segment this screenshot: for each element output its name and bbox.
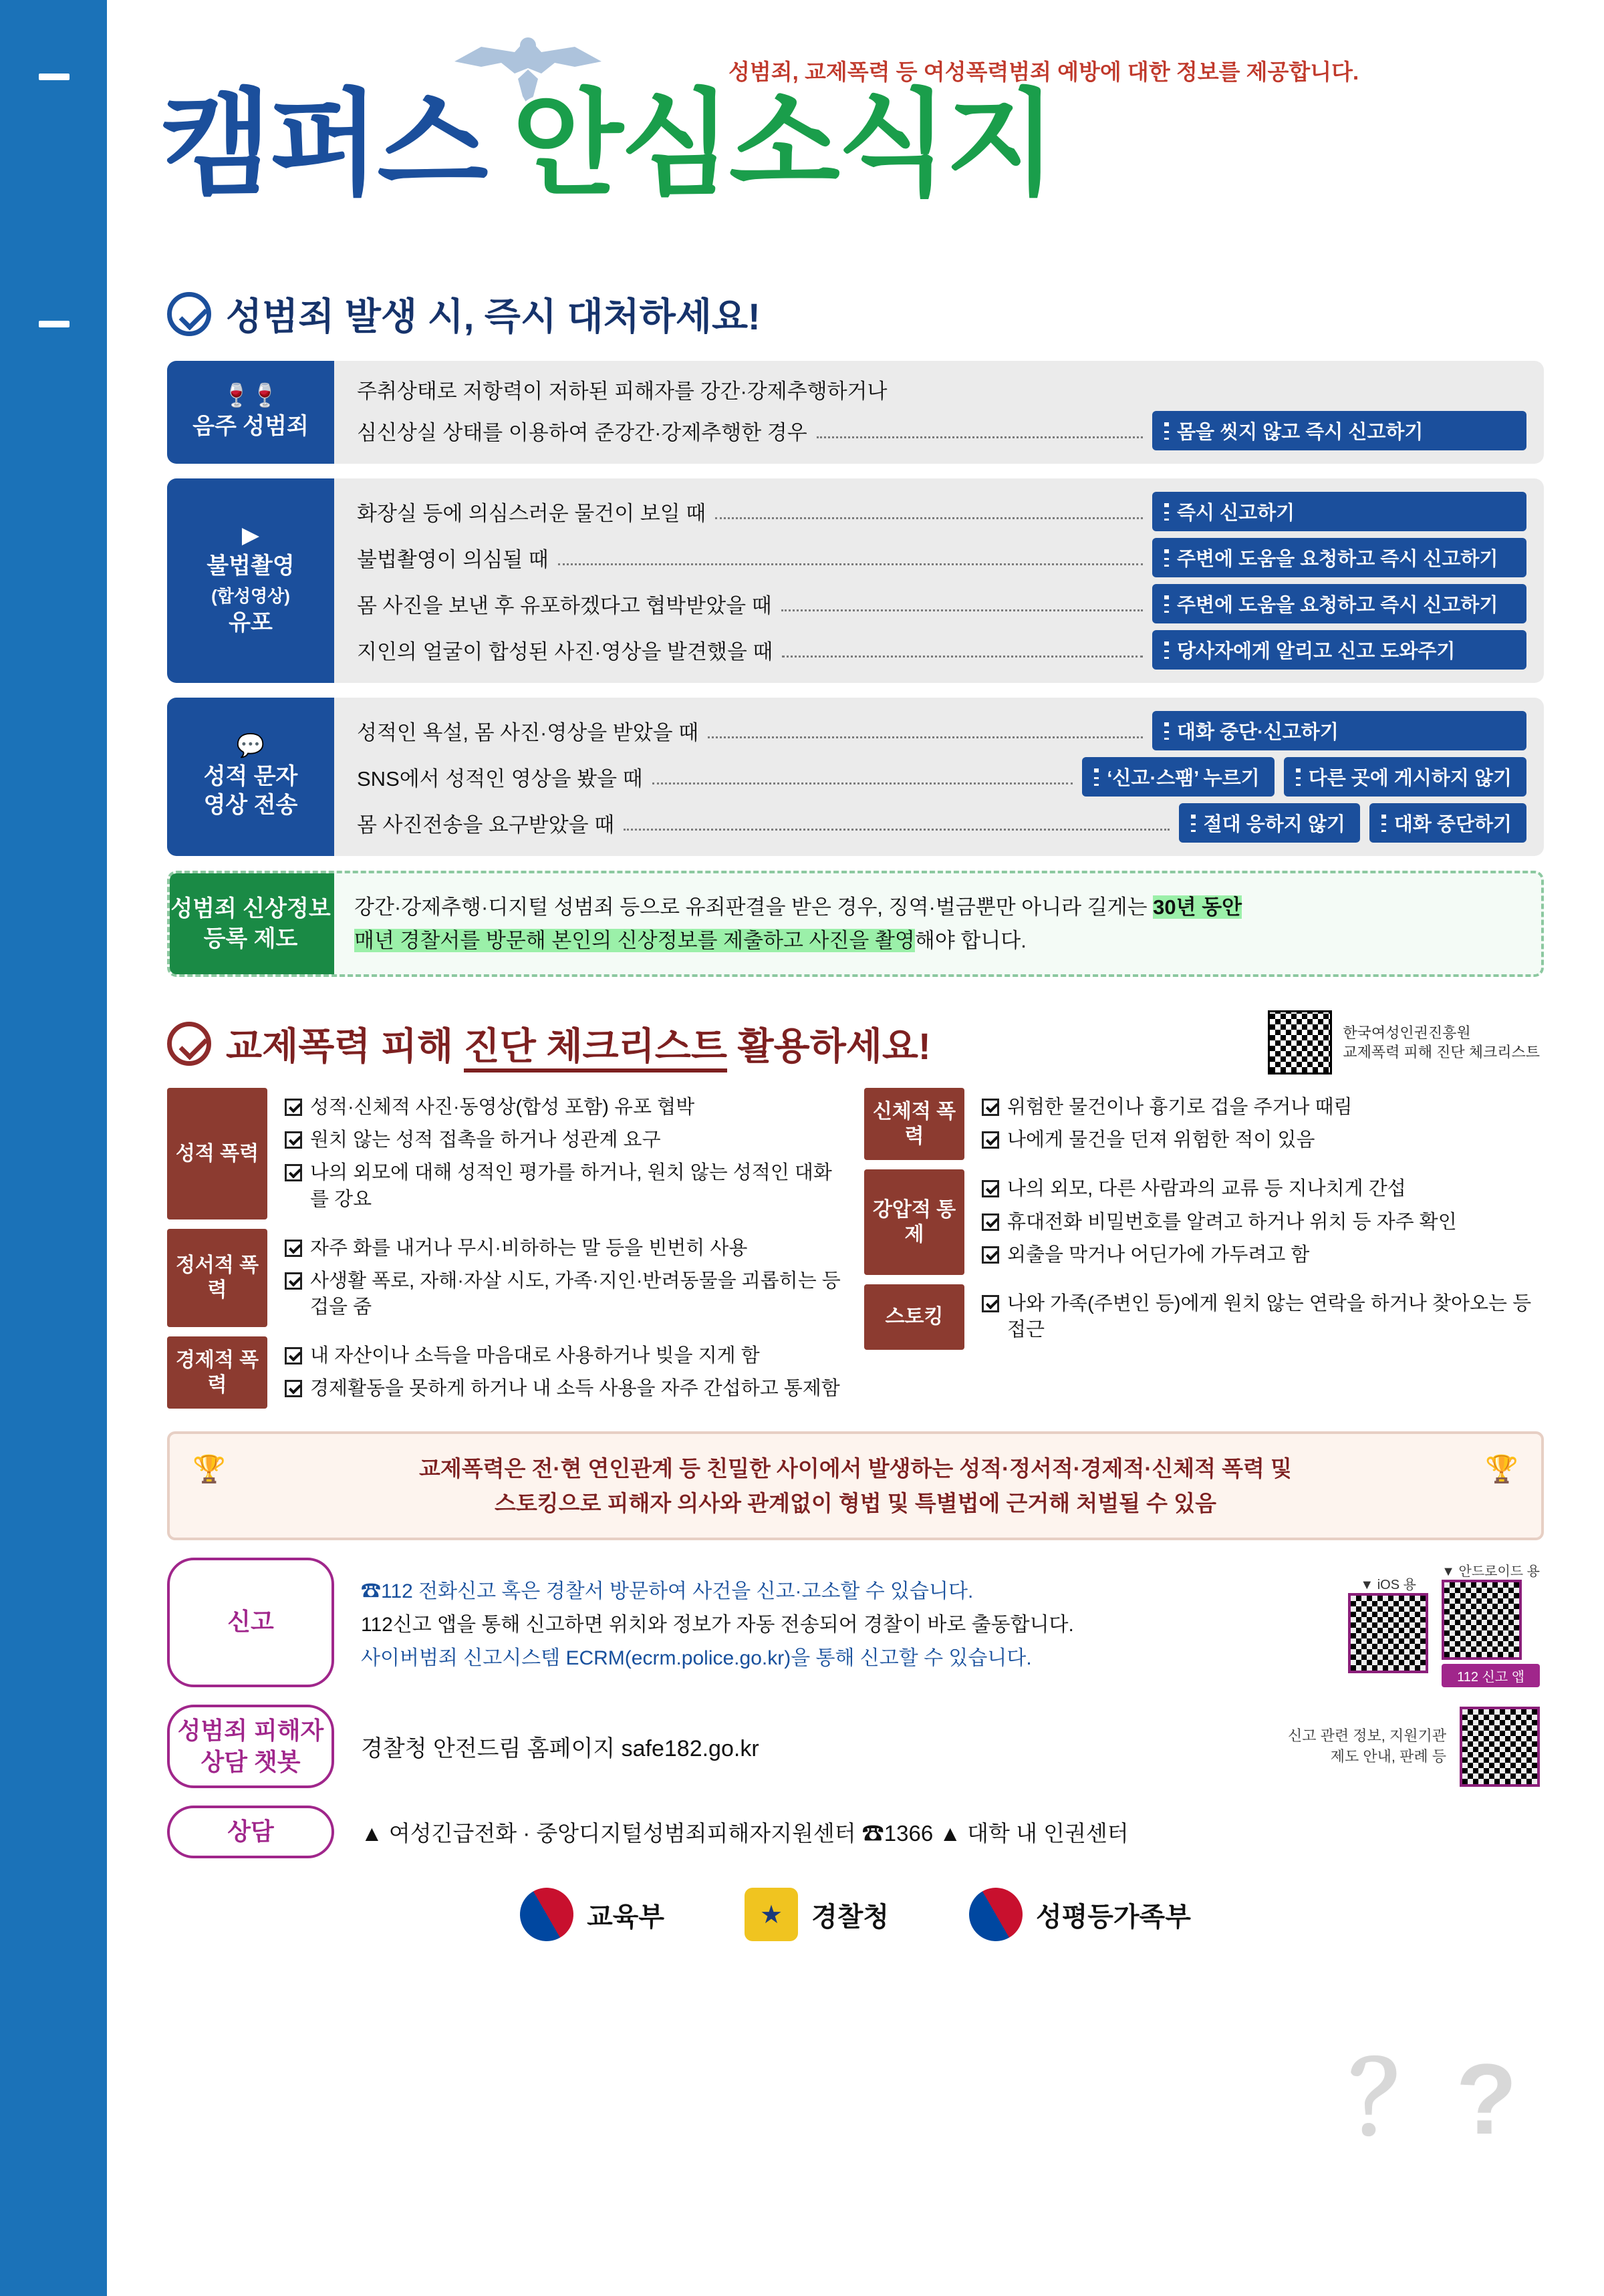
section2-title <box>226 1017 931 1070</box>
row-line <box>357 492 1526 531</box>
answer-chip <box>1152 492 1526 531</box>
answer-group <box>1152 411 1526 450</box>
poster-title <box>160 80 1055 208</box>
qr-label-android: ▼ 안드로이드 용 <box>1442 1564 1540 1579</box>
dot-leader <box>652 782 1073 784</box>
list-item[interactable] <box>982 1291 1544 1343</box>
list-item-label: 위험한 물건이나 흉기로 겁을 주거나 때림 <box>1007 1097 1353 1119</box>
dot-leader <box>715 517 1143 519</box>
logo-mogef <box>969 1888 1191 1941</box>
checklist-group <box>864 1284 1544 1350</box>
checklist-items <box>267 1229 847 1327</box>
registration-body <box>334 873 1262 974</box>
answer-chip <box>1082 757 1274 797</box>
row-question: 몸 사진전송을 요구받았을 때 <box>357 813 615 837</box>
checklist-items <box>964 1088 1544 1160</box>
note-line-2: 스토킹으로 피해자 의사와 관계없이 형법 및 특별법에 근거해 처벌될 수 있음 <box>495 1490 1216 1516</box>
dot-leader <box>558 563 1143 565</box>
list-item[interactable] <box>285 1236 847 1262</box>
row-question: 화장실 등에 의심스러운 물건이 보일 때 <box>357 502 706 525</box>
table-row <box>167 361 1544 464</box>
qr-code-android-icon[interactable] <box>1442 1580 1522 1660</box>
answer-chip <box>1152 711 1526 750</box>
row-line <box>357 538 1526 577</box>
check-circle-icon <box>167 1022 211 1066</box>
taegeuk-icon <box>959 1878 1032 1951</box>
list-item[interactable] <box>285 1160 847 1212</box>
answer-label: 대화 중단하기 <box>1393 814 1512 835</box>
row-tag-label2: 영상 전송 <box>203 792 298 818</box>
dash-bottom <box>39 321 70 327</box>
row-question: 성적인 욕설, 몸 사진·영상을 받았을 때 <box>357 721 699 744</box>
list-item-label: 나와 가족(주변인 등)에게 원치 않는 연락을 하거나 찾아오는 등 접근 <box>1007 1292 1532 1341</box>
list-item-label: 나의 외모, 다른 사람과의 교류 등 지나치게 간섭 <box>1007 1178 1406 1200</box>
answer-label: 몸을 씻지 않고 즉시 신고하기 <box>1177 422 1424 443</box>
answer-chip <box>1152 411 1526 450</box>
logo-police <box>745 1888 889 1941</box>
answer-label: 즉시 신고하기 <box>1177 503 1295 524</box>
checkbox-icon[interactable] <box>982 1295 999 1312</box>
answer-group <box>1152 630 1526 670</box>
qr-code-ios-icon[interactable] <box>1348 1593 1428 1673</box>
list-item-label: 내 자산이나 소득을 마음대로 사용하거나 빚을 지게 함 <box>310 1345 760 1367</box>
checklist-tag: 스토킹 <box>864 1284 964 1350</box>
list-item-label: 나의 외모에 대해 성적인 평가를 하거나, 원치 않는 성적인 대화를 강요 <box>310 1162 832 1210</box>
glasses-icon: 🍷🍷 <box>222 382 279 408</box>
qr-caption <box>1343 1023 1540 1062</box>
row-tag-sublabel: (합성영상) <box>211 585 290 606</box>
row-question: 주취상태로 저항력이 저하된 피해자를 강간·강제추행하거나 <box>357 380 888 403</box>
checkbox-icon[interactable] <box>982 1180 999 1197</box>
list-item[interactable] <box>285 1376 847 1402</box>
qr-code-icon[interactable] <box>1268 1010 1332 1074</box>
row-body <box>334 698 1544 856</box>
contact-chatbot <box>167 1705 1544 1789</box>
checklist-items <box>964 1284 1544 1350</box>
issue-date: 2026년 3월 <box>116 125 141 283</box>
list-item[interactable] <box>285 1127 847 1153</box>
checklist-right-column <box>864 1088 1544 1418</box>
check-circle-icon <box>167 292 211 336</box>
row-question: 심신상실 상태를 이용하여 준강간·강제추행한 경우 <box>357 421 807 444</box>
registration-tag: 성범죄 신상정보 등록 제도 <box>167 871 334 977</box>
row-tag-alcohol <box>167 361 334 464</box>
answer-label: 절대 응하지 않기 <box>1203 814 1345 835</box>
row-tag-illegal-filming <box>167 478 334 683</box>
list-item-label: 원치 않는 성적 접촉을 하거나 성관계 요구 <box>310 1129 661 1151</box>
answer-group <box>1152 538 1526 577</box>
poster-content <box>107 0 1604 2296</box>
checklist-group <box>864 1169 1544 1274</box>
section2-title-underline: 진단 체크리스트 <box>464 1025 727 1072</box>
answer-chip <box>1152 630 1526 670</box>
logo-moe <box>520 1888 664 1941</box>
dash-top <box>39 74 70 80</box>
row-tag-sexual-message <box>167 698 334 856</box>
contact-line: 사이버범죄 신고시스템 ECRM(ecrm.police.go.kr)을 통해 신고할 수 있습니다. <box>361 1646 1032 1669</box>
contact-tag-report: 신고 <box>167 1558 334 1687</box>
row-tag-label: 음주 성범죄 <box>192 413 309 439</box>
contact-qr-group[interactable] <box>1348 1558 1544 1687</box>
police-emblem-icon: ★ <box>745 1888 798 1941</box>
logo-label: 교육부 <box>587 1902 665 1932</box>
list-item[interactable] <box>285 1343 847 1369</box>
qr-note <box>1288 1726 1446 1767</box>
registration-text-c: 해야 합니다. <box>914 928 1027 952</box>
checklist-tag: 정서적 폭력 <box>167 1229 267 1327</box>
contact-report <box>167 1558 1544 1687</box>
row-line <box>357 411 1526 450</box>
registration-text-a: 강간·강제추행·디지털 성범죄 등으로 유죄판결을 받은 경우, 징역·벌금뿐만 아니라 길게는 <box>354 895 1154 919</box>
dot-leader <box>708 736 1143 738</box>
list-item[interactable] <box>982 1176 1544 1202</box>
trophy-icon-left: 🏆 <box>192 1455 226 1485</box>
checkbox-icon[interactable] <box>285 1164 302 1181</box>
list-item[interactable] <box>285 1095 847 1121</box>
answer-label: 주변에 도움을 요청하고 즉시 신고하기 <box>1177 549 1498 570</box>
row-line <box>357 711 1526 750</box>
row-tag-label: 성적 문자 <box>203 764 298 789</box>
dating-violence-note <box>167 1431 1544 1540</box>
section1-heading <box>167 287 1604 341</box>
qr-note-line2: 제도 안내, 판례 등 <box>1330 1747 1446 1765</box>
dot-leader <box>817 436 1143 438</box>
answer-label: 다른 곳에 게시하지 않기 <box>1308 768 1512 789</box>
table-row <box>167 478 1544 683</box>
contact-body <box>334 1806 1544 1858</box>
camera-icon: ▶ <box>241 523 260 549</box>
contact-line: ☎112 전화신고 혹은 경찰서 방문하여 사건을 신고·고소할 수 있습니다. <box>361 1580 974 1602</box>
section2-title-tail: 활용하세요! <box>726 1025 931 1068</box>
answer-chip <box>1284 757 1526 797</box>
checklist-tag: 신체적 폭력 <box>864 1088 964 1160</box>
dot-leader <box>781 609 1143 611</box>
list-item[interactable] <box>982 1242 1544 1268</box>
list-item-label: 성적·신체적 사진·동영상(합성 포함) 유포 협박 <box>310 1097 695 1119</box>
row-body <box>334 478 1544 683</box>
row-tag-label2: 유포 <box>229 610 273 636</box>
checklist-columns <box>167 1088 1544 1418</box>
contact-body <box>334 1558 1348 1687</box>
checklist-tag: 성적 폭력 <box>167 1088 267 1219</box>
qr-note-line1: 신고 관련 정보, 지원기관 <box>1288 1727 1446 1744</box>
answer-chip <box>1152 584 1526 623</box>
answer-group <box>1152 711 1526 750</box>
list-item[interactable] <box>982 1209 1544 1236</box>
list-item-label: 휴대전화 비밀번호를 알려고 하거나 위치 등 자주 확인 <box>1007 1211 1457 1233</box>
answer-label: 대화 중단·신고하기 <box>1177 722 1339 743</box>
contact-line: 경찰청 안전드림 홈페이지 safe182.go.kr <box>361 1736 759 1762</box>
checkbox-icon[interactable] <box>285 1240 302 1257</box>
answer-label: 주변에 도움을 요청하고 즉시 신고하기 <box>1177 595 1498 616</box>
qr-code-safe182-icon[interactable] <box>1460 1707 1540 1787</box>
registration-highlight-2: 매년 경찰서를 방문해 본인의 신상정보를 제출하고 사진을 촬영 <box>354 928 915 952</box>
section1-rows <box>107 361 1604 856</box>
note-line-1: 교제폭력은 전·현 연인관계 등 친밀한 사이에서 발생하는 성적·정서적·경제적·신체적 폭력 및 <box>419 1456 1292 1481</box>
checkbox-icon[interactable] <box>285 1099 302 1116</box>
registration-system-block <box>167 871 1544 977</box>
poster-title-part1: 캠퍼스 <box>160 80 486 208</box>
checkbox-icon[interactable] <box>982 1131 999 1149</box>
checklist-items <box>964 1169 1544 1274</box>
list-item-label: 나에게 물건을 던져 위험한 적이 있음 <box>1007 1129 1315 1151</box>
qr-label-ios: ▼ iOS 용 <box>1360 1578 1416 1593</box>
chat-icon: 💬 <box>236 733 265 758</box>
header-tagline: 성범죄, 교제폭력 등 여성폭력범죄 예방에 대한 정보를 제공합니다. <box>728 59 1359 84</box>
registration-highlight-1: 30년 동안 <box>1153 895 1242 919</box>
checklist-tag: 경제적 폭력 <box>167 1336 267 1409</box>
checkbox-icon[interactable] <box>285 1272 302 1290</box>
checklist-qr-group[interactable] <box>1268 1010 1540 1074</box>
row-question: 불법촬영이 의심될 때 <box>357 548 549 571</box>
dot-leader <box>624 829 1169 831</box>
checkbox-icon[interactable] <box>982 1246 999 1264</box>
contact-tag-chatbot: 성범죄 피해자 상담 챗봇 <box>167 1705 334 1789</box>
table-row <box>167 698 1544 856</box>
dot-leader <box>782 656 1143 658</box>
poster-title-part2: 안심소식지 <box>512 80 1055 208</box>
list-item-label: 경제활동을 못하게 하거나 내 소득 사용을 자주 간섭하고 통제함 <box>310 1378 840 1400</box>
answer-chip <box>1179 803 1360 843</box>
answer-label: 당사자에게 알리고 신고 도와주기 <box>1177 641 1456 662</box>
answer-group <box>1179 803 1526 843</box>
row-line <box>357 803 1526 843</box>
checklist-items <box>267 1336 847 1409</box>
checkbox-icon[interactable] <box>982 1213 999 1231</box>
answer-group <box>1152 584 1526 623</box>
row-question: SNS에서 성적인 영상을 봤을 때 <box>357 767 643 791</box>
trophy-icon-right: 🏆 <box>1485 1455 1518 1485</box>
checklist-tag: 강압적 통제 <box>864 1169 964 1274</box>
checklist-group <box>864 1088 1544 1160</box>
row-question: 몸 사진을 보낸 후 유포하겠다고 협박받았을 때 <box>357 594 772 617</box>
checklist-group <box>167 1229 847 1327</box>
answer-label: ‘신고·스팸’ 누르기 <box>1107 768 1260 789</box>
contact-qr-group[interactable] <box>1288 1705 1544 1789</box>
checklist-group <box>167 1336 847 1409</box>
checkbox-icon[interactable] <box>982 1099 999 1116</box>
logo-label: 경찰청 <box>811 1902 889 1932</box>
contact-body <box>334 1705 1288 1789</box>
list-item-label: 외출을 막거나 어딘가에 가두려고 함 <box>1007 1244 1310 1266</box>
qr-caption-line2: 교제폭력 피해 진단 체크리스트 <box>1343 1044 1540 1061</box>
contact-counseling <box>167 1806 1544 1858</box>
qr-pill-label: 112 신고 앱 <box>1442 1664 1540 1687</box>
checkbox-icon[interactable] <box>285 1380 302 1397</box>
list-item-label: 자주 화를 내거나 무시·비하하는 말 등을 빈번히 사용 <box>310 1237 748 1259</box>
taegeuk-icon <box>511 1878 583 1951</box>
poster-header <box>107 0 1604 287</box>
logo-label: 성평등가족부 <box>1036 1902 1191 1932</box>
checklist-group <box>167 1088 847 1219</box>
row-question: 지인의 얼굴이 합성된 사진·영상을 발견했을 때 <box>357 640 773 664</box>
checklist-left-column <box>167 1088 847 1418</box>
checkbox-icon[interactable] <box>285 1347 302 1365</box>
left-date-bar <box>0 0 141 2296</box>
question-mark-decoration: ？? <box>1349 2043 1524 2155</box>
answer-chip <box>1369 803 1526 843</box>
list-item[interactable] <box>285 1268 847 1320</box>
row-line <box>357 757 1526 797</box>
row-line <box>357 630 1526 670</box>
answer-group <box>1082 757 1526 797</box>
row-line <box>357 584 1526 623</box>
qr-caption-line1: 한국여성인권진흥원 <box>1343 1024 1471 1041</box>
list-item[interactable] <box>982 1127 1544 1153</box>
row-tag-label: 불법촬영 <box>207 553 295 579</box>
checklist-items <box>267 1088 847 1219</box>
list-item[interactable] <box>982 1095 1544 1121</box>
contact-line: ▲ 여성긴급전화 · 중앙디지털성범죄피해자지원센터 ☎1366 ▲ 대학 내 인권센터 <box>361 1821 1129 1846</box>
checkbox-icon[interactable] <box>285 1131 302 1149</box>
contact-tag-counseling: 상담 <box>167 1806 334 1858</box>
section2-title-plain: 교제폭력 피해 <box>226 1025 464 1068</box>
footer-logos <box>107 1888 1604 1941</box>
row-line <box>357 374 1526 404</box>
answer-chip <box>1152 538 1526 577</box>
section1-title: 성범죄 발생 시, 즉시 대처하세요! <box>226 295 761 337</box>
row-body <box>334 361 1544 464</box>
list-item-label: 사생활 폭로, 자해·자살 시도, 가족·지인·반려동물을 괴롭히는 등 겁을 줌 <box>310 1270 841 1318</box>
contact-line: 112신고 앱을 통해 신고하면 위치와 정보가 자동 전송되어 경찰이 바로 출동합니다. <box>361 1613 1074 1636</box>
answer-group <box>1152 492 1526 531</box>
